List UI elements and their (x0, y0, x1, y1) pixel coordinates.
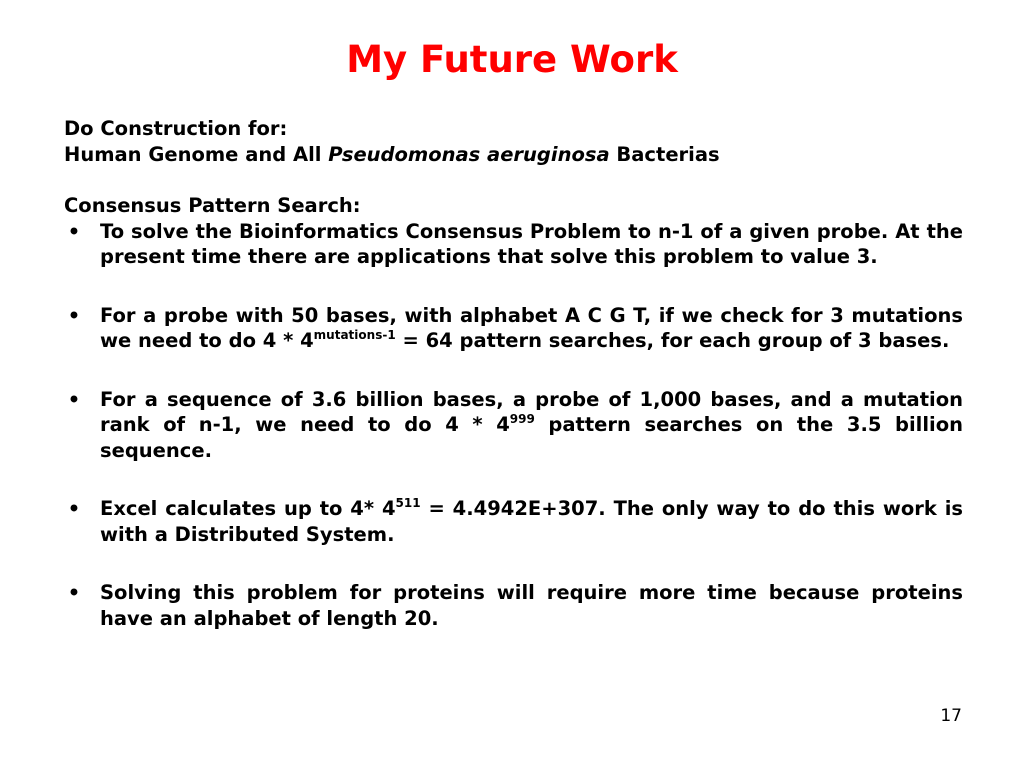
construction-line (64, 142, 963, 168)
bullet-item (64, 303, 963, 354)
bullet-item (64, 580, 963, 631)
bullet-text: Excel calculates up to 4* 4 (100, 497, 396, 520)
bullet-list (64, 219, 963, 632)
bullet-text: = 4.4942E+307. The only way to do this work is with a Distributed System. (100, 497, 963, 546)
bullet-icon: • (67, 303, 81, 327)
superscript: 511 (395, 496, 421, 510)
bullet-item (64, 387, 963, 464)
spacer (64, 167, 963, 193)
bullet-text: For a sequence of 3.6 billion bases, a probe of 1,000 bases, and a mutation rank of n-1, we need to do 4 * 4 (100, 387, 963, 436)
bullet-text: = 64 pattern searches, for each group of 3 bases. (395, 329, 950, 352)
slide-content (64, 116, 963, 631)
bullet-text: pattern searches on the 3.5 billion sequence. (100, 413, 963, 462)
bullet-icon: • (67, 219, 81, 243)
bullet-text: To solve the Bioinformatics Consensus Problem to n-1 of a given probe. At the present time there are applications that solve this problem to value 3. (100, 219, 963, 268)
slide-title: My Future Work (346, 38, 678, 81)
construction-prefix: Human Genome and All (64, 142, 329, 166)
construction-heading: Do Construction for: (64, 117, 288, 140)
bullet-text: For a probe with 50 bases, with alphabet A C G T, if we check for 3 mutations we need to do 4 * 4 (100, 303, 963, 352)
species-name: Pseudomonas aeruginosa (328, 142, 610, 166)
superscript: 999 (509, 412, 535, 426)
consensus-heading: Consensus Pattern Search: (64, 194, 361, 217)
bullet-item (64, 496, 963, 547)
superscript: mutations-1 (313, 328, 396, 342)
bullet-item (64, 219, 963, 270)
bullet-icon: • (67, 387, 81, 411)
page-number: 17 (940, 706, 962, 726)
construction-suffix: Bacterias (609, 142, 720, 166)
bullet-text: Solving this problem for proteins will require more time because proteins have an alphabet of length 20. (100, 581, 963, 630)
bullet-icon: • (67, 497, 81, 520)
bullet-icon: • (67, 581, 81, 604)
